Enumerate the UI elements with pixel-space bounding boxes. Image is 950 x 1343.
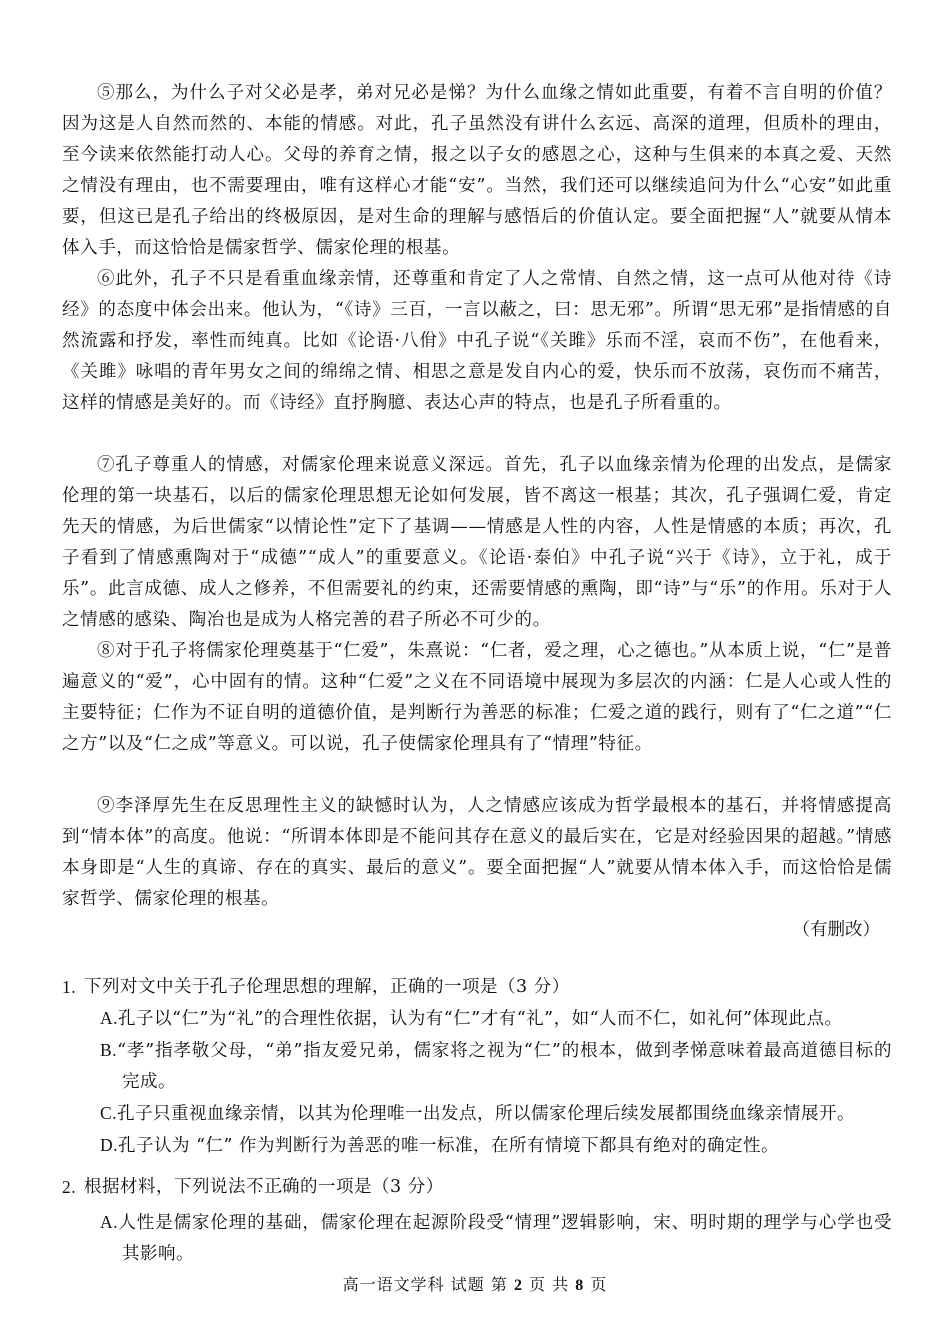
paragraph-text: ⑦孔子尊重人的情感，对儒家伦理来说意义深远。首先，孔子以血缘亲情为伦理的出发点，是儒家伦理的第一块基石，以后的儒家伦理思想无论如何发展，皆不离这一根基；其次，孔子强调仁爱，肯定先天的情感，为后世儒家“以情论性”定下了基调——情感是人性的内容，人性是情感的本质；再次，孔子看到了情感熏陶对于“成德”“成人”的重要意义。《论语·泰伯》中孔子说“兴于《诗》，立于礼，成于乐”。此言成德、成人之修养，不但需要礼的约束，还需要情感的熏陶，即“诗”与“乐”的作用。乐对于人之情感的感染、陶冶也是成为人格完善的君子所必不可少的。 <box>62 455 892 630</box>
question-1 <box>62 972 892 1162</box>
question-2 <box>62 1172 892 1270</box>
option-a[interactable] <box>62 1207 892 1270</box>
option-a[interactable] <box>62 1003 892 1035</box>
option-letter: D. <box>100 1135 119 1155</box>
footer-suffix: 页 <box>590 1275 608 1294</box>
question-stem <box>62 972 892 1003</box>
option-letter: A. <box>100 1212 119 1232</box>
option-c[interactable] <box>62 1098 892 1130</box>
question-number: 2. <box>62 1177 77 1197</box>
paragraph-text: ⑤那么，为什么子对父必是孝，弟对兄必是悌？为什么血缘之情如此重要，有着不言自明的价值？因为这是人自然而然的、本能的情感。对此，孔子虽然没有讲什么玄远、高深的道理，但质朴的理由，至今读来依然能打动人心。父母的养育之情，报之以子女的感恩之心，这种与生俱来的本真之爱、天然之情没有理由，也不需要理由，唯有这样心才能“安”。当然，我们还可以继续追问为什么“心安”如此重要，但这已是孔子给出的终极原因，是对生命的理解与感悟后的价值认定。要全面把握“人”就要从情本体入手，而这恰恰是儒家哲学、儒家伦理的根基。 <box>62 83 892 258</box>
option-d[interactable] <box>62 1130 892 1162</box>
option-b[interactable] <box>62 1035 892 1098</box>
paragraph-text: ⑨李泽厚先生在反思理性主义的缺憾时认为，人之情感应该成为哲学最根本的基石，并将情感提高到“情本体”的高度。他说：“所谓本体即是不能问其存在意义的最后实在，它是对经验因果的超越。”情感本身即是“人生的真谛、存在的真实、最后的意义”。要全面把握“人”就要从情本体入手，而这恰恰是儒家哲学、儒家伦理的根基。 <box>62 796 892 909</box>
question-text <box>62 1172 892 1203</box>
question-stem <box>62 1172 892 1203</box>
paragraph-text: ⑥此外，孔子不只是看重血缘亲情，还尊重和肯定了人之常情、自然之情，这一点可从他对待《诗经》的态度中体会出来。他认为，“《诗》三百，一言以蔽之，曰：思无邪”。所谓“思无邪”是指情感的自然流露和抒发，率性而纯真。比如《论语·八佾》中孔子说“《关雎》乐而不淫，哀而不伤”，在他看来，《关雎》咏唱的青年男女之间的绵绵之情、相思之意是发自内心的爱，快乐而不放荡，哀伤而不痛苦，这样的情感是美好的。而《诗经》直抒胸臆、表达心声的特点，也是孔子所看重的。 <box>62 269 892 413</box>
footer-prefix: 高一语文学科 试题 第 <box>342 1275 508 1294</box>
footer-page-number: 2 <box>513 1277 523 1294</box>
stem-after: 的一项是（3 分） <box>300 1177 444 1197</box>
question-number: 1. <box>62 977 77 997</box>
footer-middle: 页 共 <box>529 1275 570 1294</box>
paragraph-text: ⑧对于孔子将儒家伦理奠基于“仁爱”，朱熹说：“仁者，爱之理，心之德也。”从本质上说，“仁”是普遍意义的“爱”，心中固有的情。这种“仁爱”之义在不同语境中展现为多层次的内涵：仁是人心或人性的主要特征；仁作为不证自明的道德价值，是判断行为善恶的标准；仁爱之道的践行，则有了“仁之道”“仁之方”以及“仁之成”等意义。可以说，孔子使儒家伦理具有了“情理”特征。 <box>62 641 892 754</box>
page-footer <box>0 1272 950 1295</box>
passage-paragraph-6 <box>62 264 892 419</box>
option-letter: B. <box>100 1040 118 1060</box>
passage-paragraph-9 <box>62 791 892 915</box>
option-text: 孔子以“仁”为“礼”的合理性依据，认为有“仁”才有“礼”，如“人而不仁，如礼何”体现此点。 <box>118 1009 843 1029</box>
option-text: 孔子认为 “仁” 作为判断行为善恶的唯一标准，在所有情境下都具有绝对的确定性。 <box>118 1136 780 1156</box>
emphasis-not-correct: 不正确 · · <box>246 1177 300 1197</box>
source-credit: （有删改） <box>792 920 880 940</box>
stem-before: 根据材料，下列说法 <box>84 1177 246 1197</box>
passage-paragraph-7 <box>62 450 892 636</box>
option-letter: C. <box>100 1103 118 1123</box>
question-text: 下列对文中关于孔子伦理思想的理解，正确的一项是（3 分） <box>84 977 570 997</box>
option-text: “孝”指孝敬父母，“弟”指友爱兄弟，儒家将之视为“仁”的根本，做到孝悌意味着最高道德目标的完成。 <box>117 1041 892 1092</box>
option-text: 人性是儒家伦理的基础，儒家伦理在起源阶段受“情理”逻辑影响，宋、明时期的理学与心学也受其影响。 <box>118 1213 892 1264</box>
option-text: 孔子只重视血缘亲情，以其为伦理唯一出发点，所以儒家伦理后续发展都围绕血缘亲情展开。 <box>117 1104 856 1124</box>
passage-paragraph-5 <box>62 78 892 264</box>
option-letter: A. <box>100 1008 119 1028</box>
passage-paragraph-8 <box>62 636 892 760</box>
footer-total-pages: 8 <box>575 1277 585 1294</box>
